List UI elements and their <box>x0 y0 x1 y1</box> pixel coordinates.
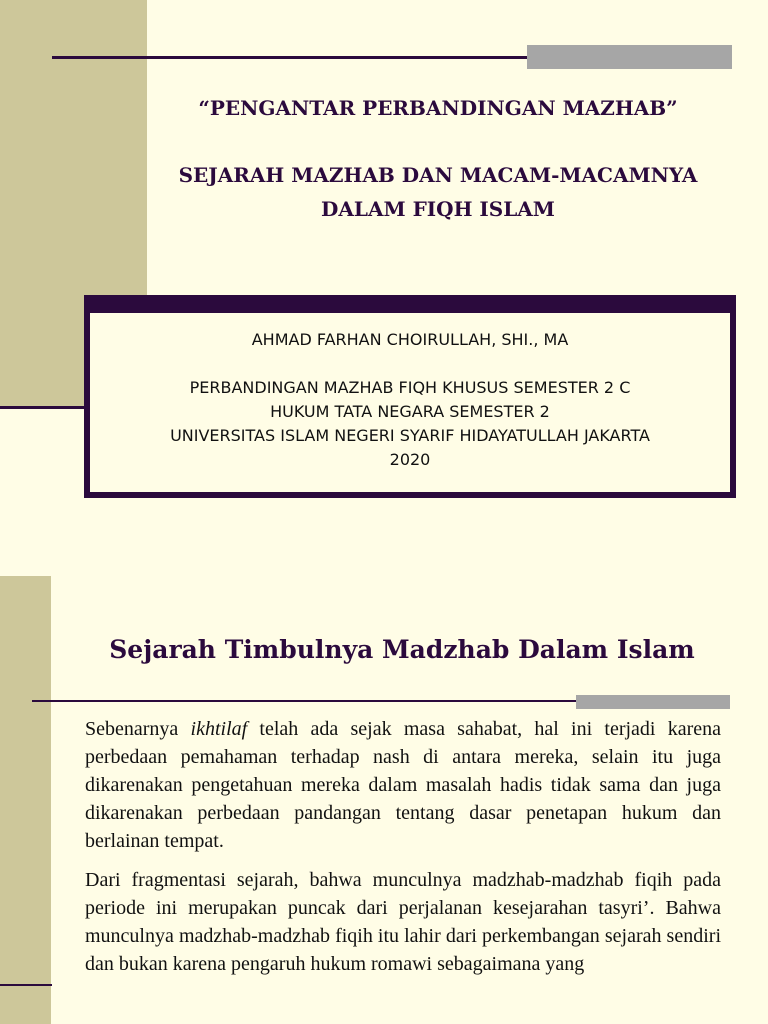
italic-term: ikhtilaf <box>190 718 248 740</box>
content-slide <box>0 545 768 1024</box>
presentation-subtitle-line-2: DALAM FIQH ISLAM <box>321 197 555 221</box>
grey-accent-bar <box>527 45 732 69</box>
side-rule <box>0 406 86 409</box>
spacer <box>90 352 730 376</box>
program-name: HUKUM TATA NEGARA SEMESTER 2 <box>270 402 550 421</box>
year: 2020 <box>389 450 431 469</box>
paragraph-2: Dari fragmentasi sejarah, bahwa munculnya madzhab-madzhab fiqih pada periode ini merupakan puncak dari perjalanan kesejarahan tasyri’. Bahwa munculnya madzhab-madzhab fiqih itu lahir dari perkembangan sejarah sendiri dan bukan karena pengaruh hukum romawi sebagaimana yang <box>85 869 721 975</box>
paragraph-1-rest: telah ada sejak masa sahabat, hal ini terjadi karena perbedaan pemahaman terhadap nash di antara mereka, selain itu juga dikarenakan pengetahuan mereka dalam masalah hadis tidak sama dan juga dikarenakan perbedaan pandangan tentang dasar penetapan hukum dan berlainan tempat. <box>85 718 721 852</box>
side-rule <box>0 984 52 986</box>
author-name: AHMAD FARHAN CHOIRULLAH, SHI., MA <box>251 330 569 349</box>
presentation-subtitle-line-1: SEJARAH MAZHAB DAN MACAM-MACAMNYA <box>178 163 698 187</box>
body-text <box>85 715 721 989</box>
info-box <box>90 313 730 492</box>
presentation-title: “PENGANTAR PERBANDINGAN MAZHAB” <box>198 96 678 120</box>
slide-heading: Sejarah Timbulnya Madzhab Dalam Islam <box>109 635 695 664</box>
course-name: PERBANDINGAN MAZHAB FIQH KHUSUS SEMESTER 2 C <box>189 378 631 397</box>
olive-side-bar <box>0 576 51 1024</box>
university-name: UNIVERSITAS ISLAM NEGERI SYARIF HIDAYATULLAH JAKARTA <box>170 426 650 445</box>
grey-accent-bar <box>576 695 730 709</box>
paragraph-1-start: Sebenarnya <box>85 718 191 740</box>
paragraph-1 <box>85 715 721 855</box>
